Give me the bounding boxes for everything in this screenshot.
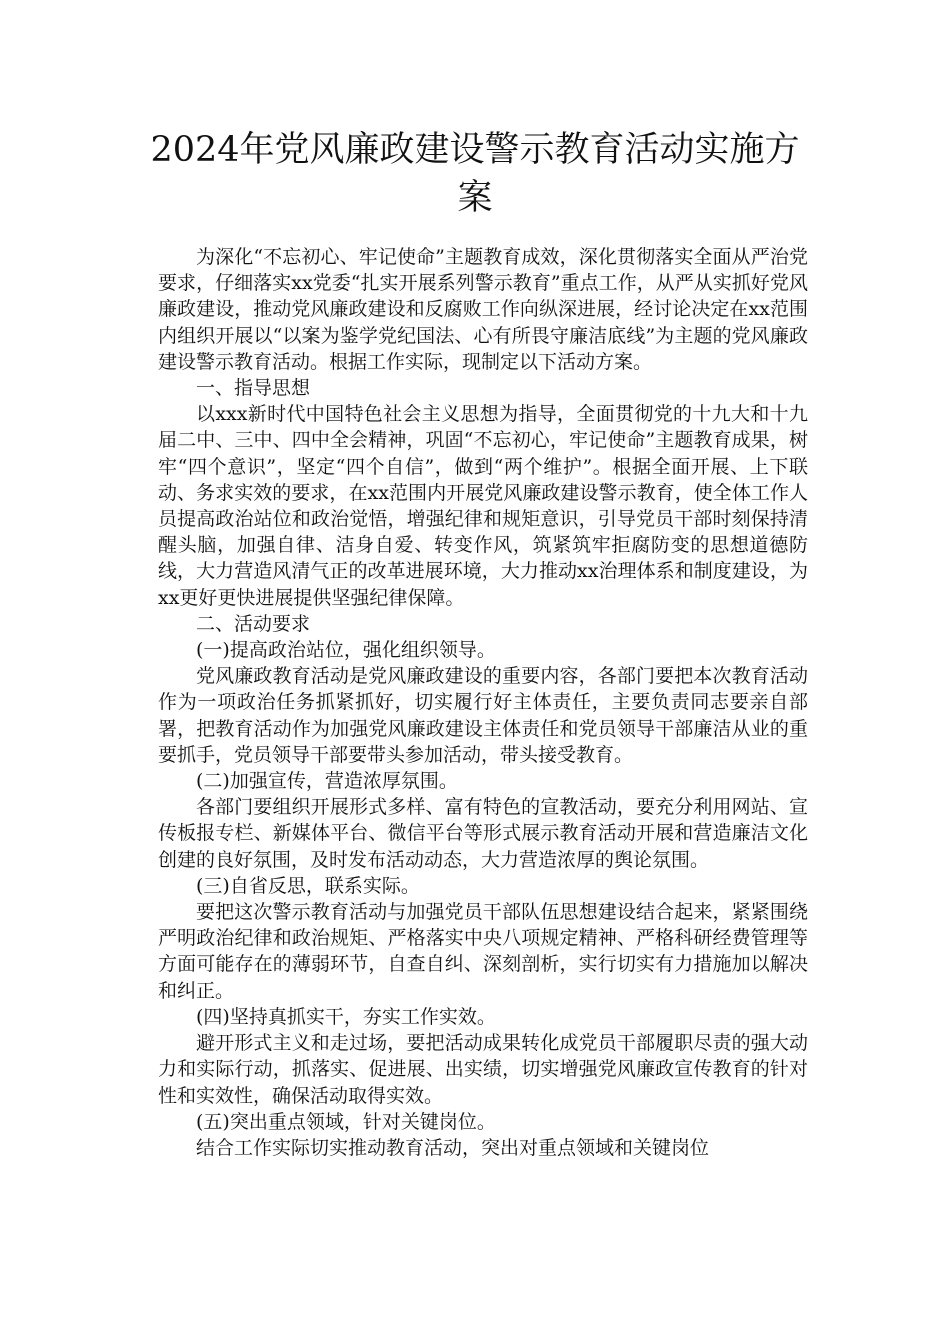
intro-paragraph: 为深化“不忘初心、牢记使命”主题教育成效，深化贯彻落实全面从严治党要求，仔细落实xx党委“扎实开展系列警示教育”重点工作，从严从实抓好党风廉政建设，推动党风廉政建设和反腐败工作向纵深进展，经讨论决定在xx范围内组织开展以“以案为鉴学党纪国法、心有所畏守廉洁底线”为主题的党风廉政建设警示教育活动。根据工作实际，现制定以下活动方案。 bbox=[158, 246, 808, 373]
document-body bbox=[158, 244, 808, 1161]
publicity-paragraph: 各部门要组织开展形式多样、富有特色的宣教活动，要充分利用网站、宣传板报专栏、新媒体平台、微信平台等形式展示教育活动开展和营造廉洁文化创建的良好氛围，及时发布活动动态，大力营造浓厚的舆论氛围。 bbox=[158, 796, 808, 871]
guiding-ideology-paragraph: 以xxx新时代中国特色社会主义思想为指导，全面贯彻党的十九大和十九届二中、三中、四中全会精神，巩固“不忘初心，牢记使命”主题教育成果，树牢“四个意识”，坚定“四个自信”，做到“两个维护”。根据全面开展、上下联动、务求实效的要求，在xx范围内开展党风廉政建设警示教育，使全体工作人员提高政治站位和政治觉悟，增强纪律和规矩意识，引导党员干部时刻保持清醒头脑，加强自律、洁身自爱、转变作风，筑紧筑牢拒腐防变的思想道德防线，大力营造风清气正的改革进展环境，大力推动xx治理体系和制度建设，为xx更好更快进展提供坚强纪律保障。 bbox=[158, 403, 808, 609]
subheading-publicity: (二)加强宣传，营造浓厚氛围。 bbox=[196, 770, 458, 793]
subheading-key-areas: (五)突出重点领域，针对关键岗位。 bbox=[196, 1110, 496, 1133]
key-areas-paragraph: 结合工作实际切实推动教育活动，突出对重点领域和关键岗位 bbox=[196, 1136, 710, 1159]
political-stance-paragraph: 党风廉政教育活动是党风廉政建设的重要内容，各部门要把本次教育活动作为一项政治任务抓紧抓好，切实履行好主体责任，主要负责同志要亲自部署，把教育活动作为加强党风廉政建设主体责任和党员领导干部廉洁从业的重要抓手，党员领导干部要带头参加活动，带头接受教育。 bbox=[158, 665, 808, 766]
section-heading-guiding-ideology: 一、指导思想 bbox=[196, 377, 311, 400]
subheading-practical-work: (四)坚持真抓实干，夯实工作实效。 bbox=[196, 1005, 496, 1028]
document-title: 2024年党风廉政建设警示教育活动实施方案 bbox=[150, 130, 800, 218]
section-heading-activity-requirements: 二、活动要求 bbox=[196, 612, 311, 635]
subheading-political-stance: (一)提高政治站位，强化组织领导。 bbox=[196, 639, 496, 662]
self-reflection-paragraph: 要把这次警示教育活动与加强党员干部队伍思想建设结合起来，紧紧围绕严明政治纪律和政治规矩、严格落实中央八项规定精神、严格科研经费管理等方面可能存在的薄弱环节，自查自纠、深刻剖析，实行切实有力措施加以解决和纠正。 bbox=[158, 901, 808, 1002]
practical-work-paragraph: 避开形式主义和走过场，要把活动成果转化成党员干部履职尽责的强大动力和实际行动，抓落实、促进展、出实绩，切实增强党风廉政宣传教育的针对性和实效性，确保活动取得实效。 bbox=[158, 1032, 808, 1107]
subheading-self-reflection: (三)自省反思，联系实际。 bbox=[196, 874, 420, 897]
